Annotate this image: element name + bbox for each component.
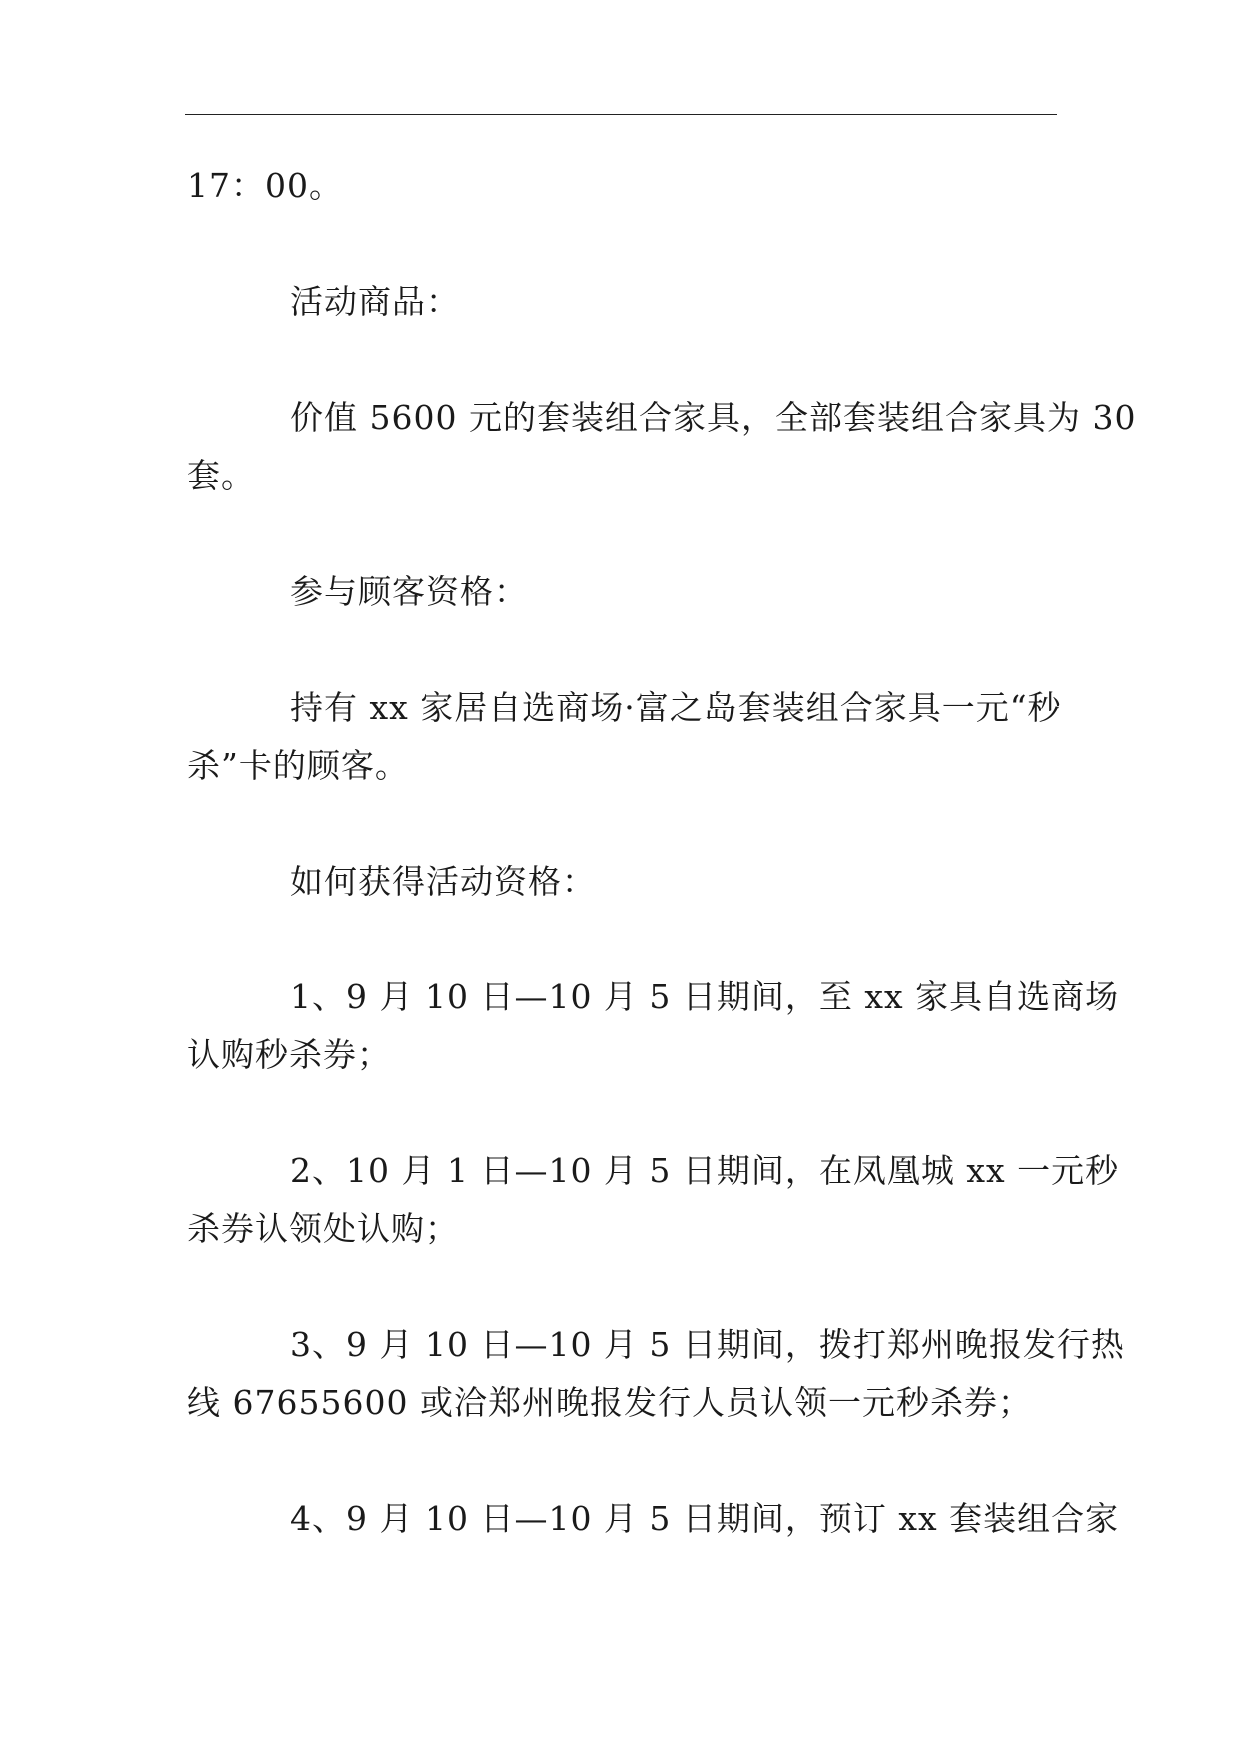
goods-line-1: 价值 5600 元的套装组合家具，全部套装组合家具为 30 — [290, 398, 1137, 437]
goods-line-2: 套。 — [187, 456, 255, 495]
eligibility-line-1: 持有 xx 家居自选商场·富之岛套装组合家具一元“秒 — [290, 688, 1062, 727]
item-2-line-2: 杀券认领处认购； — [187, 1209, 459, 1248]
heading-eligibility: 参与顾客资格： — [290, 572, 528, 611]
time-continuation: 17：00。 — [187, 166, 343, 205]
heading-activity-goods: 活动商品： — [290, 282, 460, 321]
item-1-line-1: 1、9 月 10 日—10 月 5 日期间，至 xx 家具自选商场 — [290, 977, 1120, 1016]
eligibility-line-2: 杀”卡的顾客。 — [187, 746, 409, 785]
item-2-line-1: 2、10 月 1 日—10 月 5 日期间，在凤凰城 xx 一元秒 — [290, 1151, 1120, 1190]
item-3-line-2: 线 67655600 或洽郑州晚报发行人员认领一元秒杀券； — [187, 1383, 1032, 1422]
header-rule — [185, 114, 1057, 115]
item-3-line-1: 3、9 月 10 日—10 月 5 日期间，拨打郑州晚报发行热 — [290, 1325, 1125, 1364]
item-1-line-2: 认购秒杀券； — [187, 1035, 391, 1074]
item-4-line-1: 4、9 月 10 日—10 月 5 日期间，预订 xx 套装组合家 — [290, 1499, 1120, 1538]
heading-how-to-qualify: 如何获得活动资格： — [290, 862, 596, 901]
